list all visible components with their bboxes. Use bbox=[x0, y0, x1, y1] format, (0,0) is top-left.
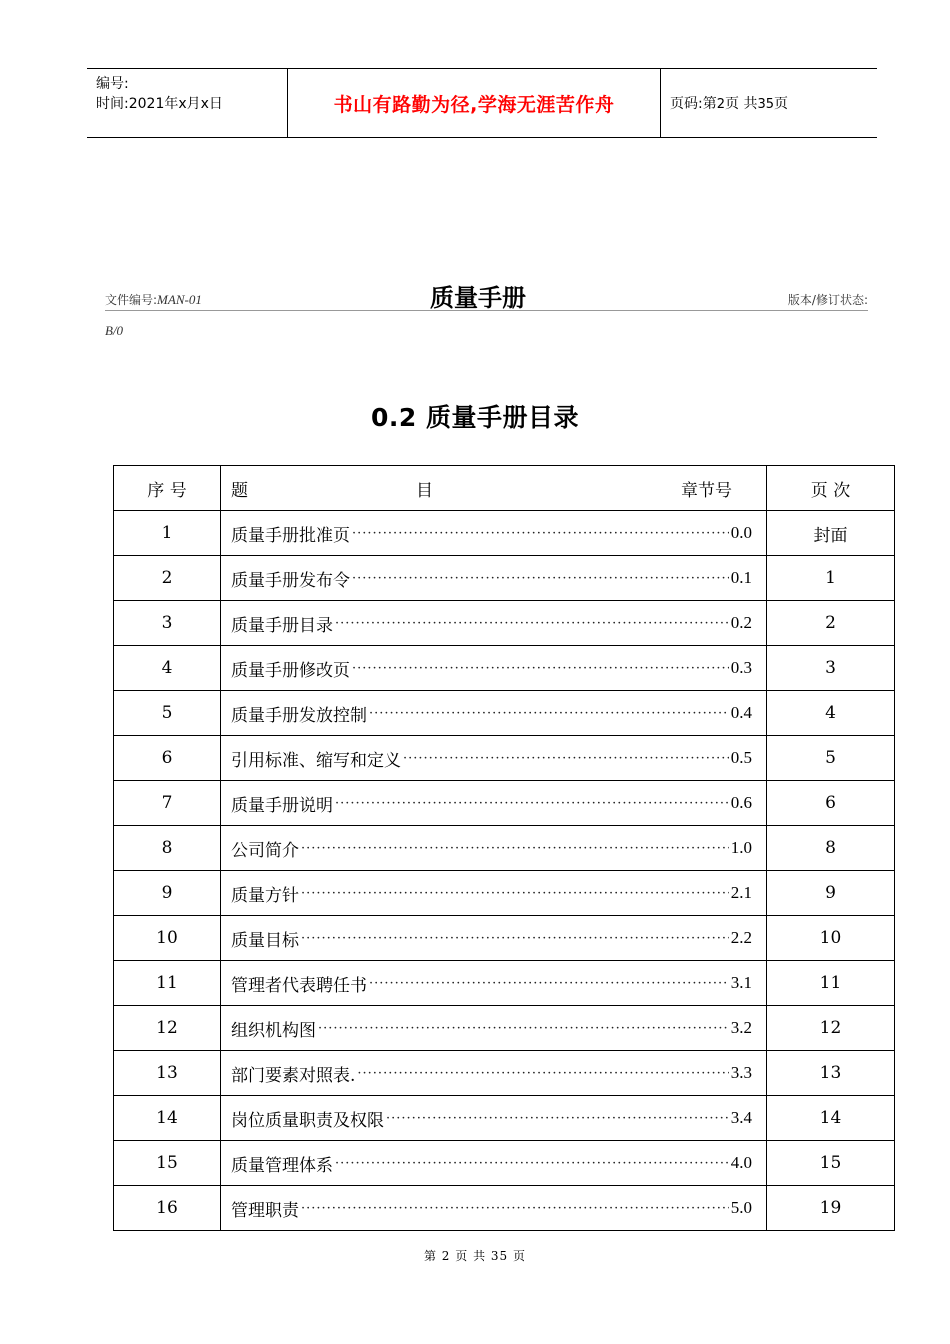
toc-row-title-cell bbox=[221, 1006, 767, 1051]
toc-row-title-cell bbox=[221, 601, 767, 646]
dot-leader bbox=[352, 526, 729, 541]
dot-leader bbox=[301, 1201, 729, 1216]
toc-row-page: 14 bbox=[767, 1096, 895, 1141]
toc-row-chapter: 3.1 bbox=[730, 973, 752, 992]
dot-leader bbox=[357, 1066, 728, 1081]
toc-row-chapter: 1.0 bbox=[730, 838, 752, 857]
toc-row-title: 岗位质量职责及权限 bbox=[231, 1110, 384, 1131]
toc-row-number: 11 bbox=[114, 961, 221, 1006]
time-label: 时间:2021年x月x日 bbox=[96, 96, 223, 112]
toc-body bbox=[114, 511, 895, 1231]
dot-leader bbox=[335, 1156, 729, 1171]
toc-row bbox=[114, 736, 895, 781]
toc-row-title-cell bbox=[221, 826, 767, 871]
toc-row-title: 质量手册修改页 bbox=[231, 660, 350, 681]
toc-row-number: 13 bbox=[114, 1051, 221, 1096]
toc-row-chapter: 2.2 bbox=[730, 928, 752, 947]
toc-row-number: 15 bbox=[114, 1141, 221, 1186]
toc-row-number: 1 bbox=[114, 511, 221, 556]
toc-row-title-cell bbox=[221, 916, 767, 961]
toc-row-number: 6 bbox=[114, 736, 221, 781]
toc-row-number: 14 bbox=[114, 1096, 221, 1141]
toc-row-page: 11 bbox=[767, 961, 895, 1006]
page-footer bbox=[0, 1247, 950, 1264]
dot-leader bbox=[369, 976, 729, 991]
toc-row-page: 4 bbox=[767, 691, 895, 736]
toc-row-chapter: 0.4 bbox=[730, 703, 752, 722]
header-motto-cell bbox=[288, 69, 661, 137]
dot-leader bbox=[352, 571, 729, 586]
header-title-mid: 目 bbox=[416, 480, 433, 501]
dot-leader bbox=[335, 616, 729, 631]
toc-row-chapter: 0.3 bbox=[730, 658, 752, 677]
page-mid: 页 共 bbox=[725, 96, 758, 112]
page-prefix: 页码:第 bbox=[670, 96, 717, 112]
toc-row-chapter: 4.0 bbox=[730, 1153, 752, 1172]
toc-row-page: 12 bbox=[767, 1006, 895, 1051]
toc-row-title: 公司简介 bbox=[231, 840, 299, 861]
toc-row-chapter: 2.1 bbox=[730, 883, 752, 902]
toc-row-chapter: 0.6 bbox=[730, 793, 752, 812]
toc-row-number: 2 bbox=[114, 556, 221, 601]
dot-leader bbox=[301, 931, 729, 946]
dot-leader bbox=[335, 796, 729, 811]
toc-row-page: 19 bbox=[767, 1186, 895, 1231]
toc-row-page: 15 bbox=[767, 1141, 895, 1186]
header-page-info bbox=[661, 93, 788, 113]
toc-row-number: 5 bbox=[114, 691, 221, 736]
toc-row-page: 1 bbox=[767, 556, 895, 601]
page-header bbox=[87, 68, 877, 138]
toc-row bbox=[114, 646, 895, 691]
toc-row-title: 组织机构图 bbox=[231, 1020, 316, 1041]
toc-row-title: 质量手册发放控制 bbox=[231, 705, 367, 726]
toc-header-row bbox=[114, 466, 895, 511]
version-label: 版本/修订状态: bbox=[787, 293, 868, 307]
toc-row-chapter: 0.2 bbox=[730, 613, 752, 632]
toc-row-title-cell bbox=[221, 1141, 767, 1186]
document-title-line bbox=[105, 276, 868, 311]
toc-row-title-cell bbox=[221, 871, 767, 916]
version-code: B/0 bbox=[105, 323, 124, 338]
footer-prefix: 第 bbox=[423, 1249, 437, 1263]
file-number-label: 文件编号: bbox=[105, 293, 158, 307]
header-no: 序 号 bbox=[114, 466, 221, 511]
toc-row bbox=[114, 556, 895, 601]
header-chapter: 章节号 bbox=[681, 480, 732, 501]
dot-leader bbox=[403, 751, 729, 766]
toc-row-title-cell bbox=[221, 961, 767, 1006]
toc-table bbox=[113, 465, 895, 1231]
header-meta-cell bbox=[87, 69, 288, 137]
toc-row-chapter: 5.0 bbox=[730, 1198, 752, 1217]
header-title-left: 题 bbox=[231, 480, 248, 501]
dot-leader bbox=[301, 841, 729, 856]
toc-row bbox=[114, 601, 895, 646]
toc-row-title: 质量管理体系 bbox=[231, 1155, 333, 1176]
footer-current: 2 bbox=[441, 1249, 451, 1263]
toc-row bbox=[114, 511, 895, 556]
toc-row-title-cell bbox=[221, 781, 767, 826]
header-title bbox=[221, 466, 767, 511]
toc-row-chapter: 0.0 bbox=[730, 523, 752, 542]
dot-leader bbox=[386, 1111, 729, 1126]
dot-leader bbox=[301, 886, 729, 901]
toc-row-title: 部门要素对照表. bbox=[231, 1065, 356, 1086]
toc-row-title-cell bbox=[221, 1051, 767, 1096]
toc-row bbox=[114, 1141, 895, 1186]
motto-text: 书山有路勤为径,学海无涯苦作舟 bbox=[333, 93, 615, 116]
footer-total: 35 bbox=[490, 1249, 509, 1263]
toc-row-title: 质量目标 bbox=[231, 930, 299, 951]
section-heading: 0.2 质量手册目录 bbox=[371, 403, 579, 432]
toc-row-title: 质量方针 bbox=[231, 885, 299, 906]
toc-row bbox=[114, 1006, 895, 1051]
toc-row-page: 13 bbox=[767, 1051, 895, 1096]
dot-leader bbox=[352, 661, 729, 676]
toc-row-title: 质量手册目录 bbox=[231, 615, 333, 636]
toc-row bbox=[114, 691, 895, 736]
toc-row-title: 引用标准、缩写和定义 bbox=[231, 750, 401, 771]
toc-row-title-cell bbox=[221, 511, 767, 556]
toc-row-number: 4 bbox=[114, 646, 221, 691]
toc-row-page: 6 bbox=[767, 781, 895, 826]
toc-row-page: 5 bbox=[767, 736, 895, 781]
toc-row-number: 16 bbox=[114, 1186, 221, 1231]
toc-row-number: 12 bbox=[114, 1006, 221, 1051]
dot-leader bbox=[318, 1021, 729, 1036]
toc-row bbox=[114, 781, 895, 826]
toc-row-page: 10 bbox=[767, 916, 895, 961]
toc-row-chapter: 0.1 bbox=[730, 568, 752, 587]
toc-row bbox=[114, 961, 895, 1006]
toc-row bbox=[114, 1186, 895, 1231]
file-number-value: MAN-01 bbox=[157, 292, 202, 307]
toc-row-title: 质量手册说明 bbox=[231, 795, 333, 816]
toc-row-number: 7 bbox=[114, 781, 221, 826]
toc-row bbox=[114, 1096, 895, 1141]
toc-row-title: 管理职责 bbox=[231, 1200, 299, 1221]
toc-row-number: 3 bbox=[114, 601, 221, 646]
toc-row-number: 8 bbox=[114, 826, 221, 871]
toc-row-title-cell bbox=[221, 646, 767, 691]
toc-row-number: 9 bbox=[114, 871, 221, 916]
toc-row-page: 3 bbox=[767, 646, 895, 691]
toc-row-title: 质量手册发布令 bbox=[231, 570, 350, 591]
toc-row-chapter: 0.5 bbox=[730, 748, 752, 767]
page-current: 2 bbox=[716, 97, 725, 112]
dot-leader bbox=[369, 706, 729, 721]
header-page-cell bbox=[661, 69, 877, 137]
toc-row bbox=[114, 826, 895, 871]
toc-row-page: 8 bbox=[767, 826, 895, 871]
number-label: 编号: bbox=[96, 76, 129, 92]
footer-mid: 页 共 bbox=[455, 1249, 487, 1263]
page-total: 35 bbox=[757, 97, 774, 112]
toc-row-title-cell bbox=[221, 736, 767, 781]
toc-row-title-cell bbox=[221, 556, 767, 601]
toc-row-chapter: 3.4 bbox=[730, 1108, 752, 1127]
toc-row-title: 质量手册批准页 bbox=[231, 525, 350, 546]
toc-row bbox=[114, 916, 895, 961]
file-number bbox=[105, 291, 202, 308]
toc-row-chapter: 3.2 bbox=[730, 1018, 752, 1037]
toc-row-title-cell bbox=[221, 1186, 767, 1231]
header-page: 页 次 bbox=[767, 466, 895, 511]
page-suffix: 页 bbox=[774, 96, 788, 112]
toc-row-number: 10 bbox=[114, 916, 221, 961]
toc-row-page: 2 bbox=[767, 601, 895, 646]
toc-row-title-cell bbox=[221, 691, 767, 736]
toc-row bbox=[114, 1051, 895, 1096]
toc-row-chapter: 3.3 bbox=[730, 1063, 752, 1082]
toc-row bbox=[114, 871, 895, 916]
toc-row-page: 封面 bbox=[767, 511, 895, 556]
toc-row-page: 9 bbox=[767, 871, 895, 916]
toc-row-title: 管理者代表聘任书 bbox=[231, 975, 367, 996]
footer-suffix: 页 bbox=[513, 1249, 527, 1263]
toc-row-title-cell bbox=[221, 1096, 767, 1141]
document-title: 质量手册 bbox=[430, 284, 526, 312]
